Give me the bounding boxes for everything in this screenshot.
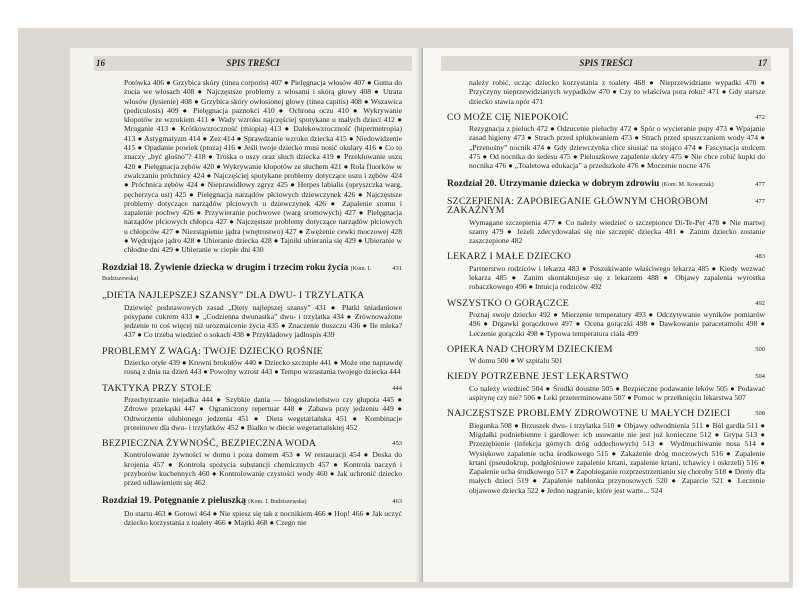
chapter-19-title: Rozdział 19. Potęgnanie z pieluszką	[102, 495, 246, 506]
section-dieta	[102, 291, 402, 339]
section-page: 500	[755, 345, 765, 353]
section-page: 483	[755, 253, 765, 261]
chapter-20-heading	[447, 180, 765, 190]
section-entries: Dziecko otyłe 439 ● Krewni brokułów 440 ● Dziecko szczupłe 441 ● Może one naprawdę rosną z dnia na dzień 443 ● Powolny wzrost 443 ● Tempo wzrastania twojego dziecka 444	[124, 358, 402, 377]
chapter-19-heading	[102, 497, 402, 507]
section-co-moze-cie-niepokoic	[447, 113, 765, 171]
right-header-title: SPIS TREŚCI	[579, 58, 633, 68]
section-entries: Przechytrzanie niejadka 444 ● Szybkie dania — błogosławieństwo czy głupota 445 ● Zdrowe przekąski 447 ● Ograniczony repertuar 448 ● Zabawa przy jedzeniu 449 ● Odtworzenie ulubionego jedzenia 451 ● Dieta wegetariańska 451 ● Kombinacje proteinowe dla dwu- i trzylatków 452 ● Białko w diecie wegetariańskiej 452	[124, 394, 402, 432]
book	[18, 18, 793, 590]
section-entries: Co należy wiedzieć 504 ● Środki doustne 505 ● Bezpieczne podawanie leków 505 ● Podawać aspirynę czy nie? 506 ● Leki przeterminowane 507 ● Pomoc w przełknięciu lekarstwa 507	[469, 383, 765, 403]
section-title: BEZPIECZNA ŻYWNOŚĆ, BEZPIECZNA WODA	[102, 438, 317, 450]
section-entries: Partnerstwo rodziców i lekarza 483 ● Poszukiwanie właściwego lekarza 485 ● Kiedy wezwać lekarza 485 ● Zanim skontaktujesz się z lekarzem 488 ● Objawy zapalenia wyrostka robaczkowego 490 ● Intuicja rodziców 492	[469, 263, 765, 292]
section-entries: Dziewięć podstawowych zasad „Diety najlepszej szansy” 431 ● Płatki śniadaniowe posypane cukrem 433 ● „Codzienna dwunastka” dwu- i trzylatka 434 ● Zrównoważone jedzenie to coś więcej niż urozmaicenie życia 435 ● Znaczenie tłuszczu 436 ● Ile mleka? 437 ● Co trzeba wiedzieć o sokach 438 ● Przykładowy jadłospis 439	[124, 302, 402, 340]
section-page: 472	[755, 113, 765, 121]
section-goraczka	[447, 299, 765, 338]
section-opieka	[447, 345, 765, 366]
left-page	[70, 48, 422, 582]
left-column	[102, 78, 402, 527]
chapter-20-title: Rozdział 20. Utrzymanie dziecka w dobrym zdrowiu	[447, 178, 660, 189]
section-szczepienia	[447, 197, 765, 245]
section-title: TAKTYKA PRZY STOLE	[102, 382, 212, 394]
section-page: 492	[755, 299, 765, 307]
section-entries: Biegunka 508 ● Brzuszek dwu- i trzylatka 510 ● Objawy odwodnienia 511 ● Ból gardła 511 ● Migdałki podniebienne i gardłowe: ich usuwanie nie jest już konieczne 512 ● Grypa 513 ● Przeziębienie (infekcja górnych dróg oddechowych) 513 ● Wydmuchiwanie nosa 514 ● Wysiękowe zapalenie ucha środkowego 515 ● Zakażenie dróg moczowych 516 ● Zapalenie krtani (pseudokrup, podgłośniowe zapalenie krtani, zapalenie krtani, tchawicy i oskrzeli) 516 ● Zapalenie ucha środkowego 517 ● Zapobieganie rozprzestrzenianiu się choroby 518 ● Dreny dla małych dzieci 519 ● Zapalenie nabłonka przynosowych 520 ● Zaparcie 521 ● Leczenie objawowe dziecka 522 ● Jedno nagranie, które jest warte... 524	[469, 420, 765, 495]
section-taktyka	[102, 384, 402, 432]
section-title: NAJCZĘSTSZE PROBLEMY ZDROWOTNE U MAŁYCH DZIECI	[447, 408, 731, 420]
right-page-number: 17	[758, 58, 767, 68]
section-page: 453	[392, 440, 402, 448]
chapter-19-page: 463	[392, 497, 402, 505]
section-entries: W domu 500 ● W szpitalu 501	[469, 356, 563, 366]
chapter-18-heading	[102, 264, 402, 285]
section-title: CO MOŻE CIĘ NIEPOKOIĆ	[447, 111, 569, 123]
section-problemy-z-waga	[102, 347, 402, 377]
section-title: PROBLEMY Z WAGĄ: TWOJE DZIECKO ROŚNIE	[102, 345, 323, 357]
right-intro-entries: należy robić, ucząc dziecko korzystania z toalety 468 ● Nieprzewidziane wypadki 470 ● Przyczyny nieprzewidzianych wypadków 470 ● Czy to właściwa pora roku? 471 ● Gdy starsze dziecko stawia opór 471	[469, 78, 765, 106]
chapter-18-title: Rozdział 18. Żywienie dziecka w drugim i trzecim roku życia	[102, 262, 349, 273]
section-lekarz	[447, 252, 765, 291]
chapter-19-entries: Do startu 463 ● Gotowi 464 ● Nie spiesz się tak z nocnikiem 466 ● Hop! 466 ● Jak uczyć dziecko korzystania z toalety 466 ● Majtki 468 ● Czego nie	[124, 508, 402, 528]
section-title: WSZYSTKO O GORĄCZCE	[447, 297, 569, 309]
section-entries: Poznaj swoje dziecko 492 ● Mierzenie temperatury 493 ● Odczytywanie wyników pomiarów 496 ● Drgawki gorączkowe 497 ● Ocena gorączki 498 ● Dawkowanie paracetamolu 498 ● Leczenie gorączki 498 ● Typowa temperatura ciała 499	[469, 309, 765, 338]
section-title: „DIETA NAJLEPSZEJ SZANSY” DLA DWU- I TRZYLATKA	[102, 290, 365, 302]
right-header	[441, 56, 771, 71]
section-title: LEKARZ I MAŁE DZIECKO	[447, 251, 572, 263]
section-entries: Kontrolowanie żywności w domu i poza domem 453 ● W restauracji 454 ● Deska do krojenia 457 ● Kontrola spożycia substancji chemicznych 457 ● Kontrola naczyń i przyborów kuchennych 460 ● Kontrolowanie czystości wody 460 ● Jak uchronić dziecko przed udławieniem się 462	[124, 450, 402, 488]
section-title: SZCZEPIENIA: ZAPOBIEGANIE GŁÓWNYM CHOROBOM ZAKAŹNYM	[447, 195, 709, 217]
left-header-title: SPIS TREŚCI	[226, 58, 280, 68]
right-column	[447, 78, 765, 495]
section-page: 508	[755, 410, 765, 418]
left-header	[94, 56, 412, 71]
section-bezpieczna-zywnosc	[102, 439, 402, 487]
section-page: 504	[755, 373, 765, 381]
chapter-20-author: (Kom. M. Kowarzak)	[661, 181, 714, 188]
chapter-20-page: 477	[755, 180, 765, 188]
section-lekarstwo	[447, 372, 765, 402]
chapter-18-page: 431	[392, 264, 402, 272]
section-entries: Wymagane szczepienia 477 ● Co należy wiedzieć o szczepionce Di-Te-Per 478 ● Nie martwj szamy 479 ● Jeżeli zdecydowałaś się nie szczepić dziecka 481 ● Zanim dziecko zostanie zaszczepione 482	[469, 217, 765, 246]
section-page: 444	[392, 384, 402, 392]
section-page: 477	[755, 197, 765, 205]
section-title: KIEDY POTRZEBNE JEST LEKARSTWO	[447, 371, 629, 383]
right-page	[423, 48, 789, 582]
left-page-number: 16	[96, 58, 105, 68]
left-intro-entries: Potówka 406 ● Grzybica skóry (tinea corporis) 407 ● Pielęgnacja włosów 407 ● Guma do żucia we włosach 408 ● Najczęstsze problemy z włosami i skórą głowy 408 ● Utrata włosów (łysienie) 408 ● Grzybica skóry owłosionej głowy (tinea capitis) 408 ● Wszawica (pediculosis) 409 ● Pielęgnacja paznokci 410 ● Ochrona oczu 410 ● Wykrywanie kłopotów ze wzrokiem 411 ● Wady wzroku najczęściej spotykane u małych dzieci 412 ● Mruganie 413 ● Krótkowzroczność (miopia) 413 ● Dalekowzroczność (hipermetropia) 413 ● Astygmatyzm 414 ● Zez 414 ● Sprawdzanie wzroku dziecka 415 ● Niedowidzenie 415 ● Opadanie powiek (ptoza) 416 ● Jeśli twoje dziecko musi nosić okulary 416 ● Co to znaczy „być głośno”? 418 ● Troska o uszy oraz słuch dziecka 419 ● Przekłuwanie uszu 420 ● Pielęgnacja zębów 420 ● Wykrywanie kłopotów ze słuchem 421 ● Rola fluorków w zwalczaniu próchnicy 424 ● Najczęściej spotykane problemy dotyczące uszu i zębów 424 ● Próchnica zębów 424 ● Nieprawidłowy zgryz 425 ● Herpes labialis (opryszczka warg, pęcherzyca ust) 425 ● Pielęgnacja narządów płciowych dziewczynek 426 ● Najczęstsze problemy dotyczące narządów płciowych u dziewczynek 426 ● Zapalenie sromu i zapalenie pochwy 426 ● Przywieranie pochwowe (warg sromowych) 427 ● Pielęgnacja narządów płciowych chłopca 427 ● Najczęstsze problemy dotyczące narządów płciowych u chłopców 427 ● Niezstąpienie jądra (wnętrostwo) 427 ● Zwężenie cewki moczowej 428 ● Wędrujące jądro 428 ● Ubieranie dziecka 428 ● Tajniki ubierania się 429 ● Ubieranie w chłodne dni 429 ● Ubieranie w ciepłe dni 430	[124, 78, 402, 255]
section-najczestsze-problemy	[447, 409, 765, 495]
chapter-19-author: (Kom. I. Budziszewska)	[248, 498, 307, 505]
chapter-18-author: (Kom. I. Budziszewska)	[102, 265, 372, 282]
section-title: OPIEKA NAD CHORYM DZIECKIEM	[447, 343, 613, 355]
section-entries: Rezygnacja z pieluch 472 ● Odzucenie pieluchy 472 ● Spór o wycieranie pupy 473 ● Wpajanie zasad higieny 473 ● Strach przed spłukiwaniem 473 ● Strach przed spuszczaniem wody 474 ● „Przenośny” nocnik 474 ● Gdy dziewczynka chce siusiać na stojąco 474 ● Fascynacja stolcem 475 ● Od nocnika do sedesu 475 ● Pieluszkowe zapalenie skóry 475 ● Nie chce robić kupki do nocnika 476 ● „Toaletowa edukacja” a przedszkole 476 ● Moczenie nocne 476	[469, 124, 765, 171]
